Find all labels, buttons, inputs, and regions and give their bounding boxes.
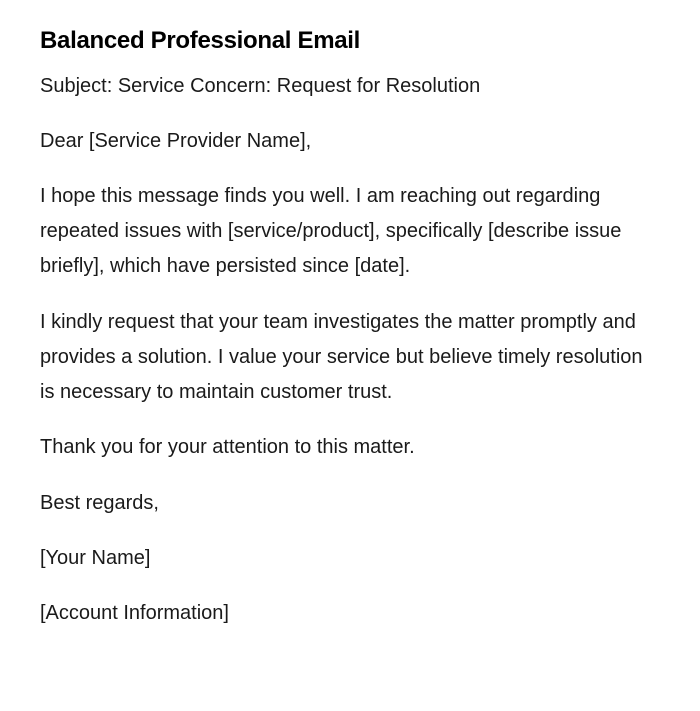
email-thanks: Thank you for your attention to this matter. [40, 436, 415, 458]
email-subject: Subject: Service Concern: Request for Resolution [40, 75, 481, 97]
email-body-paragraph-2: I kindly request that your team investigates the matter promptly and provides a solution. I value your service but believe timely resolution is necessary to maintain customer trust. [40, 311, 643, 403]
email-body-paragraph-1: I hope this message finds you well. I am reaching out regarding repeated issues with [service/product], specifically [describe issue briefly], which have persisted since [date]. [40, 185, 622, 277]
email-greeting: Dear [Service Provider Name], [40, 130, 312, 152]
email-closing: Best regards, [40, 492, 159, 514]
email-document [40, 24, 660, 631]
sender-name-placeholder: [Your Name] [40, 547, 151, 569]
document-title: Balanced Professional Email [40, 27, 361, 54]
account-information-placeholder: [Account Information] [40, 602, 229, 624]
